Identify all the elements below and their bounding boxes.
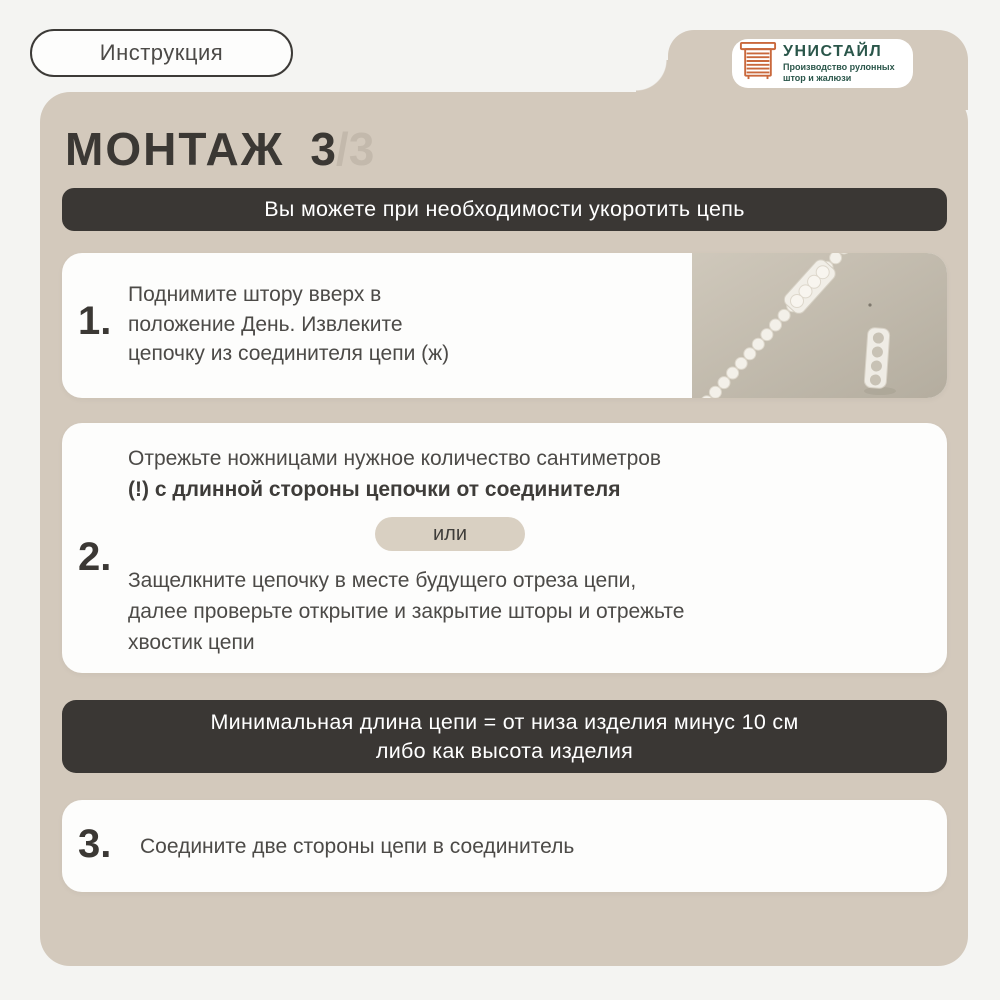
step-2-para1-line1: Отрежьте ножницами нужное количество сантиметров [128, 447, 662, 470]
brand-name: УНИСТАЙЛ [783, 43, 883, 60]
step-2-para2-line1: Защелкните цепочку в месте будущего отреза цепи, [128, 569, 637, 592]
step-3-text: Соедините две стороны цепи в соединитель [140, 835, 575, 858]
step-1-line3: цепочку из соединителя цепи (ж) [128, 342, 450, 365]
brand-tagline-line1: Производство рулонных [783, 62, 895, 72]
page-title: МОНТАЖ [65, 123, 285, 175]
step-1-line2: положение День. Извлеките [128, 312, 403, 336]
or-badge-label: или [432, 522, 467, 545]
step-card-3 [62, 800, 947, 892]
step-2-number: 2. [78, 535, 112, 579]
step-3-number: 3. [78, 822, 112, 866]
note-banner-top [62, 188, 947, 231]
note-banner-middle [62, 700, 947, 773]
chain-photo [692, 253, 947, 398]
brand-tagline-line2: штор и жалюзи [783, 72, 852, 83]
step-2-para2-line3: хвостик цепи [128, 631, 255, 654]
step-2-para1-line2: (!) с длинной стороны цепочки от соединителя [128, 478, 621, 501]
blinds-icon [739, 41, 777, 86]
page-total: 3 [348, 123, 375, 175]
page-title-row [65, 122, 374, 176]
page-separator: / [335, 123, 349, 175]
instruction-badge-label: Инструкция [99, 40, 224, 65]
step-2-para2-line2: далее проверьте открытие и закрытие шторы и отрежьте [128, 600, 685, 623]
step-card-2 [62, 423, 947, 673]
note-banner-middle-line2: либо как высота изделия [375, 739, 634, 763]
step-1-text [128, 280, 449, 369]
page-indicator [310, 122, 374, 176]
note-banner-middle-line1: Минимальная длина цепи = от низа изделия минус 10 см [210, 710, 799, 734]
step-1-number: 1. [78, 299, 112, 343]
or-badge [375, 517, 525, 551]
step-2-paragraph-1 [128, 443, 661, 505]
step-2-paragraph-2 [128, 565, 684, 658]
tab-corner-curve [636, 60, 668, 92]
step-card-1 [62, 253, 947, 398]
note-banner-top-text: Вы можете при необходимости укоротить цепь [264, 197, 745, 221]
page-current: 3 [310, 123, 336, 175]
instruction-badge [30, 29, 293, 77]
brand-card [732, 39, 913, 88]
step-1-line1: Поднимите штору вверх в [128, 283, 382, 306]
